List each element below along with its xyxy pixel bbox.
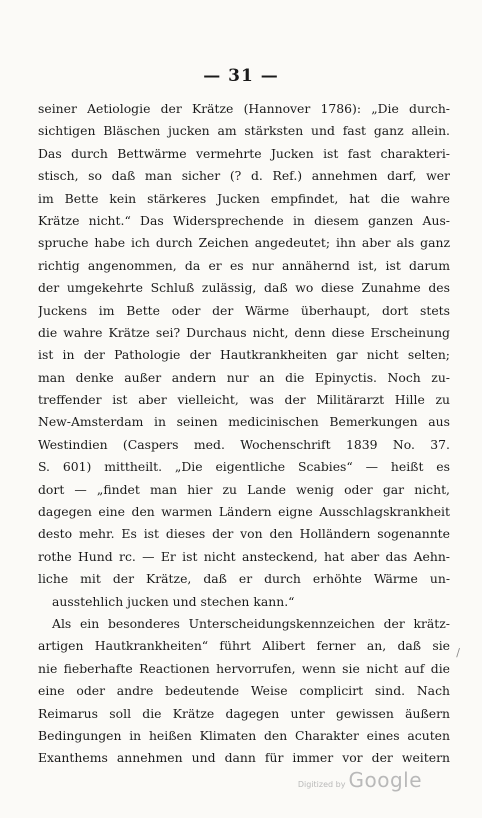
text-line: der umgekehrte Schluß zulässig, daß wo diese Zunahme des	[38, 280, 450, 296]
text-line: seiner Aetiologie der Krätze (Hannover 1786): „Die durch-	[38, 101, 450, 116]
text-line: man denke außer andern nur an die Epinyctis. Noch zu-	[38, 369, 450, 385]
text-line: rothe Hund rc. — Er ist nicht ansteckend, hat aber das Aehn-	[38, 548, 450, 564]
text-line: richtig angenommen, da er es nur annähernd ist, ist darum	[38, 257, 450, 273]
text-line: Krätze nicht.“ Das Widersprechende in diesem ganzen Aus-	[38, 212, 450, 228]
text-line: ausstehlich jucken und stechen kann.“	[52, 593, 295, 609]
text-line: dort — „findet man hier zu Lande wenig oder gar nicht,	[38, 481, 450, 497]
text-line: dagegen eine den warmen Ländern eigne Ausschlagskrankheit	[38, 504, 450, 520]
text-line: im Bette kein stärkeres Jucken empfindet, hat die wahre	[38, 190, 450, 206]
text-line: Reimarus soll die Krätze dagegen unter gewissen äußern	[38, 705, 450, 721]
text-line: Das durch Bettwärme vermehrte Jucken ist fast charakteri-	[38, 145, 450, 161]
text-line: Als ein besonderes Unterscheidungskennzeichen der krätz-	[52, 615, 450, 631]
text-line: liche mit der Krätze, daß er durch erhöhte Wärme un-	[38, 571, 450, 587]
digitized-watermark	[298, 768, 422, 792]
text-line: sichtigen Bläschen jucken am stärksten und fast ganz allein.	[38, 123, 450, 139]
text-line: treffender ist aber vielleicht, was der Militärarzt Hille zu	[38, 392, 450, 408]
watermark-prefix: Digitized by	[297, 780, 346, 789]
margin-pencil-mark: /	[456, 646, 460, 659]
text-line: artigen Hautkrankheiten“ führt Alibert ferner an, daß sie	[38, 638, 450, 654]
text-line: ist in der Pathologie der Hautkrankheiten gar nicht selten;	[38, 347, 450, 363]
text-line: Bedingungen in heißen Klimaten den Charakter eines acuten	[38, 727, 450, 743]
text-line: nie fieberhafte Reactionen hervorrufen, wenn sie nicht auf die	[38, 660, 450, 676]
body-text	[38, 98, 450, 770]
text-line: Juckens im Bette oder der Wärme überhaupt, dort stets	[38, 302, 450, 318]
text-line: desto mehr. Es ist dieses der von den Holländern sogenannte	[38, 526, 450, 542]
text-line: spruche habe ich durch Zeichen angedeutet; ihn aber als ganz	[38, 235, 450, 251]
page-number: — 31 —	[203, 66, 279, 86]
text-line: Westindien (Caspers med. Wochenschrift 1839 No. 37.	[38, 436, 450, 452]
text-line: S. 601) mittheilt. „Die eigentliche Scabies“ — heißt es	[38, 459, 450, 475]
text-line: stisch, so daß man sicher (? d. Ref.) annehmen darf, wer	[38, 168, 450, 184]
watermark-brand: Google	[348, 768, 422, 792]
text-line: Exanthems annehmen und dann für immer vor der weitern	[38, 750, 450, 766]
text-line: New-Amsterdam in seinen medicinischen Bemerkungen aus	[38, 414, 450, 430]
text-line: die wahre Krätze sei? Durchaus nicht, denn diese Erscheinung	[38, 324, 450, 340]
text-line: eine oder andre bedeutende Weise complicirt sind. Nach	[38, 683, 450, 699]
